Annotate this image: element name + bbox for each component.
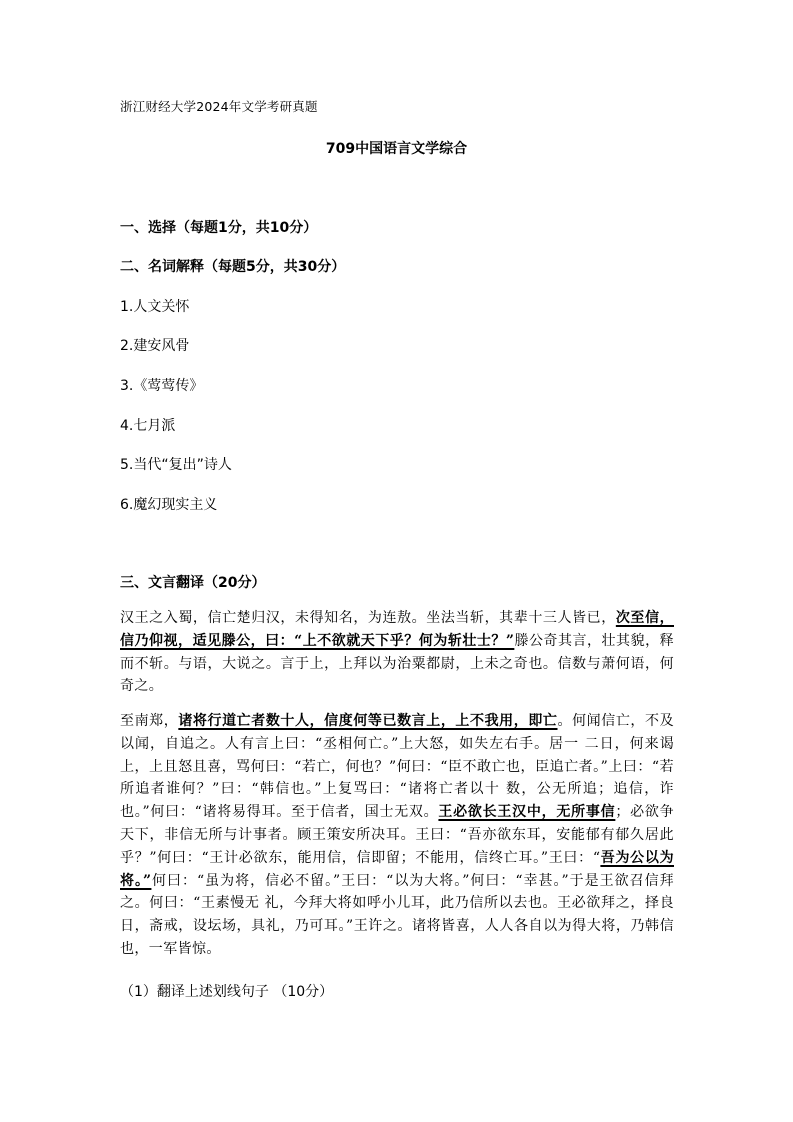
section-heading-terms: 二、名词解释（每题5分，共30分） (120, 259, 346, 275)
underlined-sentence-4: 吾为公以为将。” (120, 849, 674, 889)
passage-paragraph-1 (120, 607, 674, 698)
term-item: 3.《莺莺传》 (120, 378, 204, 394)
term-item: 5.当代“复出”诗人 (120, 457, 232, 473)
term-item: 2.建安风骨 (120, 338, 190, 354)
section-heading-translation: 三、文言翻译（20分） (120, 575, 266, 591)
section-heading-choice: 一、选择（每题1分，共10分） (120, 220, 318, 236)
passage-text: 汉王之入蜀，信亡楚归汉，未得知名，为连敖。坐法当斩，其辈十三人皆已， (120, 610, 616, 626)
source-line: 浙江财经大学2024年文学考研真题 (120, 99, 318, 114)
question-item: （1）翻译上述划线句子 （10分） (120, 984, 334, 1000)
term-item: 4.七月派 (120, 418, 176, 434)
underlined-sentence-3: 王必欲长王汉中，无所事信 (438, 804, 616, 821)
term-item: 1.人文关怀 (120, 299, 190, 315)
page-title: 709中国语言文学综合 (325, 141, 468, 157)
passage-text: 至南郑， (120, 713, 179, 729)
passage-paragraph-2 (120, 710, 674, 961)
underlined-sentence-1: 次至信，信乃仰视，适见滕公，曰：“上不欲就天下乎？何为斩壮士？” (120, 610, 674, 649)
passage-text: 。何闻信亡，不及以闻，自追之。人有言上曰：“丞相何亡。”上大怒，如失左右手。居一 二日，何来谒上，上且怒且喜，骂何曰：“若亡，何也？”何曰：“臣不敢亡也，臣追亡者。”上曰：“若所追者谁何？”曰：“韩信也。”上复骂曰：“诸将亡者以十 数，公无所追；追信，诈也。”何曰：“诸将易得耳。至于信者，国士无双。 (120, 713, 674, 821)
term-item: 6.魔幻现实主义 (120, 497, 218, 513)
passage-text: 何曰：“虽为将，信必不留。”王曰：“以为大将。”何曰：“幸甚。”于是王欲召信拜之。何曰：“王素慢无 礼，今拜大将如呼小儿耳，此乃信所以去也。王必欲拜之，择良日，斋戒，设坛场，具礼，乃可耳。”王许之。诸将皆喜，人人各自以为得大将，乃韩信也，一军皆惊。 (120, 872, 674, 957)
passage-text: 滕公奇其言，壮其貌，释而不斩。与语，大说之。言于上，上拜以为治粟都尉，上未之奇也。信数与萧何语，何奇之。 (120, 632, 674, 695)
passage-text: ；必欲争天下，非信无所与计事者。顾王策安所决耳。王曰：“吾亦欲东耳，安能郁有郁久居此乎？”何曰：“王计必欲东，能用信，信即留；不能用，信终亡耳。”王曰：“ (120, 804, 674, 866)
underlined-sentence-2: 诸将行道亡者数十人，信度何等已数言上，上不我用，即亡 (178, 713, 558, 729)
